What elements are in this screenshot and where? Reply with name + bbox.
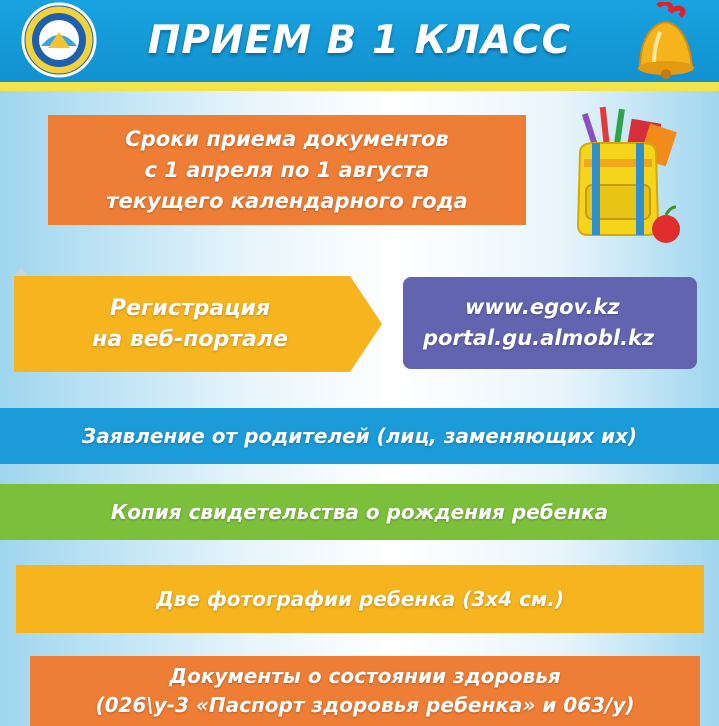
photos-text: Две фотографии ребенка (3х4 см.) (155, 587, 565, 611)
registration-line-2: на веб-портале (92, 327, 288, 352)
health-line-2: (026\у-3 «Паспорт здоровья ребенка» и 063/у) (95, 693, 635, 717)
deadline-line-1: Сроки приема документов (125, 126, 449, 151)
header-stripe (0, 82, 719, 91)
portal-links-box (403, 277, 697, 369)
health-documents-requirement (30, 656, 700, 726)
egov-link[interactable]: www.egov.kz (465, 295, 620, 319)
photos-requirement (16, 565, 704, 633)
deadline-box (48, 115, 526, 225)
backpack-icon (558, 103, 688, 251)
health-line-1: Документы о состоянии здоровья (169, 664, 561, 688)
registration-arrow-box (14, 276, 382, 372)
birth-certificate-requirement (0, 484, 719, 540)
deadline-line-2: с 1 апреля по 1 августа (144, 157, 430, 182)
deadline-line-3: текущего календарного года (106, 188, 468, 213)
almobl-portal-link[interactable]: portal.gu.almobl.kz (423, 326, 655, 350)
corner-chevron-icon (14, 262, 28, 274)
birth-certificate-text: Копия свидетельства о рождения ребенка (110, 500, 609, 524)
page-title: ПРИЕМ В 1 КЛАСС (147, 18, 572, 63)
application-requirement (0, 408, 719, 464)
application-text: Заявление от родителей (лиц, заменяющих их) (82, 424, 637, 448)
school-bell-icon (620, 2, 710, 80)
registration-line-1: Регистрация (109, 296, 271, 321)
